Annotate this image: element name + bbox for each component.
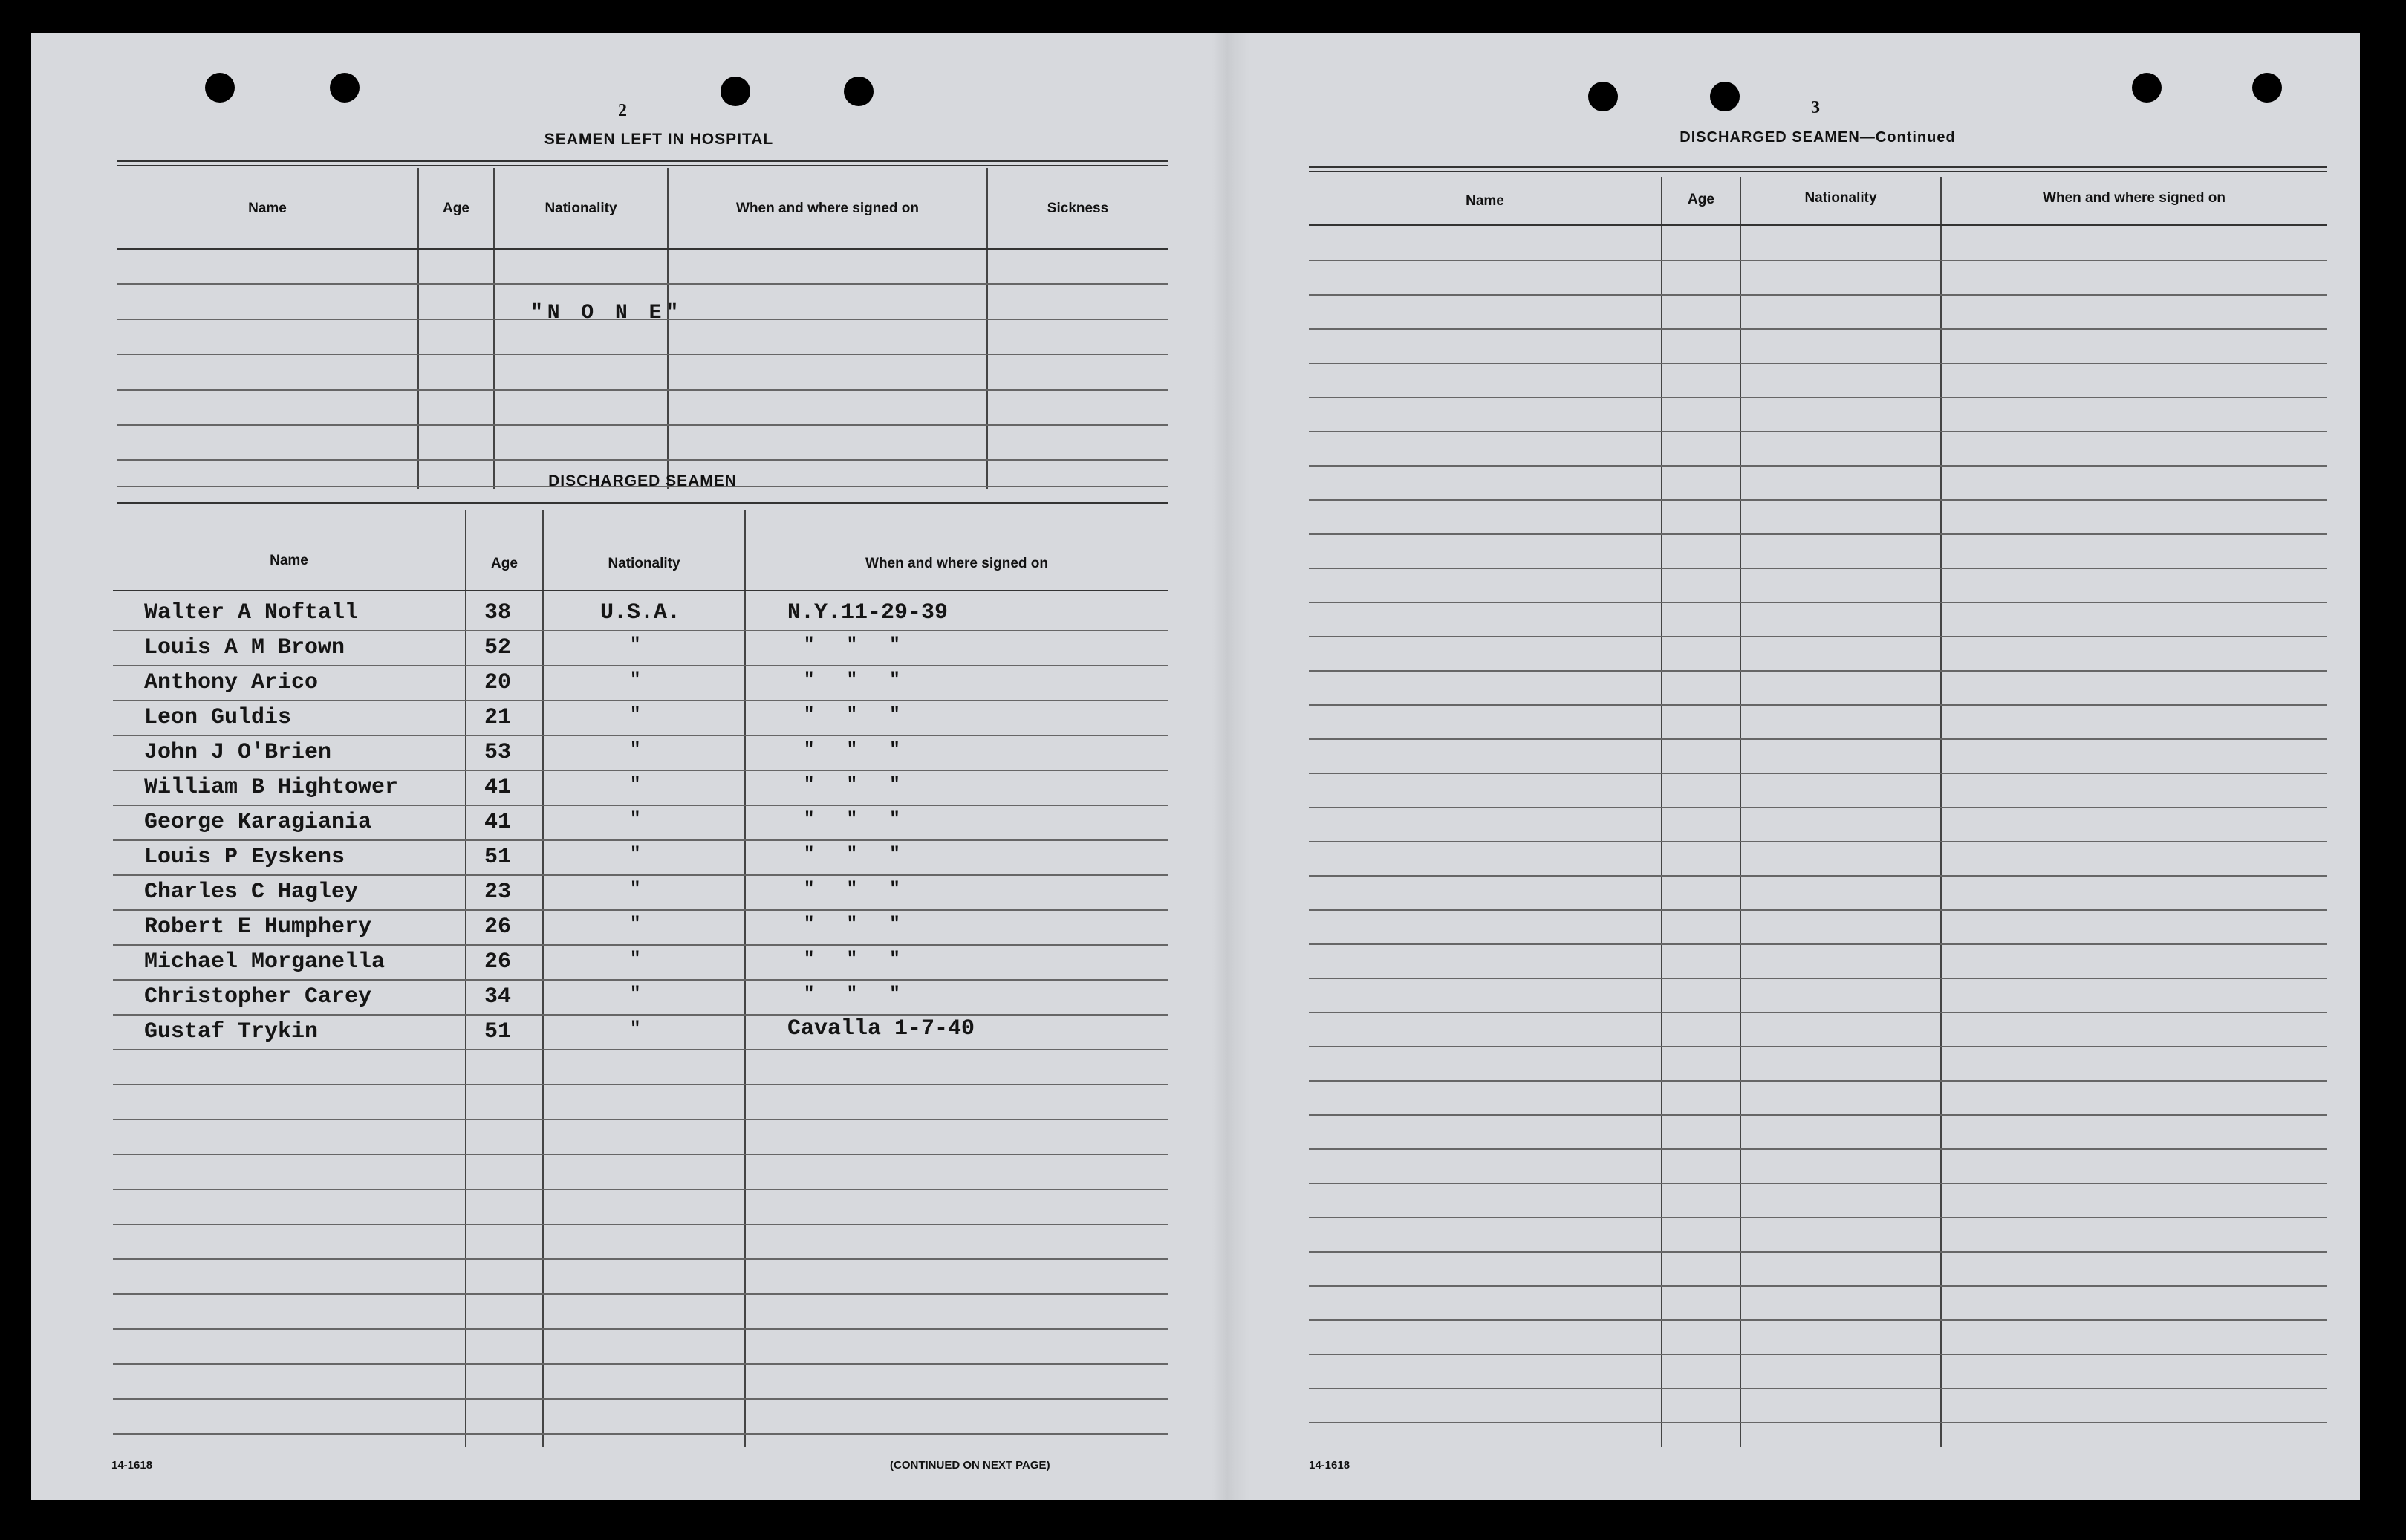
header-nationality: Nationality (544, 201, 617, 216)
row-line (113, 735, 1168, 736)
row-line (113, 874, 1168, 876)
row-line (1309, 465, 2327, 467)
row-line (1309, 1388, 2327, 1389)
row-nationality: " (630, 775, 641, 795)
header-age: Age (443, 201, 469, 216)
row-name: George Karagiania (144, 810, 372, 835)
row-line (1309, 841, 2327, 842)
row-line (1309, 704, 2327, 706)
row-signed-on: " " " (804, 949, 900, 969)
double-rule (117, 502, 1168, 507)
column-divider (1940, 177, 1942, 1447)
row-line (113, 1189, 1168, 1190)
row-line (113, 1154, 1168, 1155)
row-name: Robert E Humphery (144, 914, 372, 940)
column-divider (493, 168, 495, 489)
row-age: 26 (484, 914, 512, 940)
row-signed-on: " " " (804, 740, 900, 760)
row-name: Leon Guldis (144, 705, 292, 730)
row-line (1309, 568, 2327, 569)
header-signed-on: When and where signed on (2043, 190, 2225, 206)
punch-hole (205, 73, 235, 103)
row-line (1309, 1114, 2327, 1116)
row-nationality: " (630, 740, 641, 760)
form-number: 14-1618 (111, 1459, 153, 1472)
row-line (1309, 909, 2327, 911)
row-nationality: " (630, 1019, 641, 1039)
column-divider (1740, 177, 1741, 1447)
row-line (1309, 533, 2327, 535)
continued-table (1309, 177, 2327, 1447)
document-sheet (31, 33, 2360, 1500)
header-name: Name (248, 201, 287, 216)
row-line (113, 909, 1168, 911)
form-number: 14-1618 (1309, 1459, 1350, 1472)
row-signed-on: " " " (804, 880, 900, 900)
row-age: 41 (484, 810, 512, 835)
row-name: John J O'Brien (144, 740, 332, 765)
page-number: 3 (1811, 98, 1820, 117)
row-line (113, 1014, 1168, 1016)
row-line (117, 389, 1168, 391)
row-line (113, 839, 1168, 841)
header-nationality: Nationality (1804, 190, 1877, 206)
row-name: Louis P Eyskens (144, 845, 345, 870)
row-name: Christopher Carey (144, 984, 372, 1010)
row-nationality: " (630, 949, 641, 969)
row-line (1309, 431, 2327, 432)
row-line (1309, 636, 2327, 637)
header-name: Name (270, 553, 308, 568)
hospital-table (117, 168, 1168, 489)
row-line (1309, 1422, 2327, 1423)
row-line (1309, 1354, 2327, 1355)
punch-hole (1710, 82, 1740, 111)
row-age: 53 (484, 740, 512, 765)
punch-hole (2132, 73, 2162, 103)
row-name: Anthony Arico (144, 670, 319, 695)
row-line (1309, 1012, 2327, 1013)
row-line (1309, 670, 2327, 672)
row-line (1309, 1217, 2327, 1218)
row-line (1309, 1080, 2327, 1082)
row-line (1309, 1046, 2327, 1047)
punch-hole (330, 73, 360, 103)
row-nationality: " (630, 914, 641, 935)
row-line (113, 979, 1168, 981)
row-line (1309, 499, 2327, 501)
row-signed-on: " " " (804, 810, 900, 830)
row-line (1309, 260, 2327, 261)
row-line (113, 1119, 1168, 1120)
discharged-table (113, 510, 1168, 1447)
row-line (117, 283, 1168, 285)
row-name: Charles C Hagley (144, 880, 359, 905)
row-signed-on: " " " (804, 635, 900, 655)
row-line (113, 630, 1168, 631)
row-signed-on: " " " (804, 914, 900, 935)
row-signed-on: " " " (804, 705, 900, 725)
header-age: Age (1688, 192, 1714, 207)
column-divider (986, 168, 988, 489)
continued-note: (CONTINUED ON NEXT PAGE) (890, 1459, 1050, 1472)
row-line (113, 944, 1168, 946)
row-line (113, 700, 1168, 701)
row-age: 51 (484, 1019, 512, 1044)
row-name: William B Hightower (144, 775, 399, 800)
row-name: Michael Morganella (144, 949, 386, 975)
row-line (1309, 1148, 2327, 1150)
row-nationality: " (630, 810, 641, 830)
row-line (1309, 978, 2327, 979)
row-line (117, 354, 1168, 355)
punch-hole (844, 77, 874, 106)
row-line (1309, 1319, 2327, 1321)
right-page (1249, 33, 2360, 1500)
header-rule (1309, 224, 2327, 226)
row-line (1309, 738, 2327, 740)
column-divider (465, 510, 466, 1447)
row-name: Gustaf Trykin (144, 1019, 319, 1044)
row-line (1309, 328, 2327, 330)
row-nationality: " (630, 635, 641, 655)
column-divider (417, 168, 419, 489)
row-line (1309, 1251, 2327, 1253)
row-line (117, 424, 1168, 426)
row-line (113, 665, 1168, 666)
header-rule (113, 590, 1168, 591)
row-line (1309, 807, 2327, 808)
hospital-none-entry: "N O N E" (530, 302, 683, 325)
row-line (1309, 875, 2327, 877)
row-line (113, 1363, 1168, 1365)
row-signed-on: Cavalla 1-7-40 (787, 1016, 975, 1042)
row-nationality: " (630, 705, 641, 725)
row-line (1309, 1183, 2327, 1184)
row-line (1309, 294, 2327, 296)
hospital-section-title: SEAMEN LEFT IN HOSPITAL (544, 131, 774, 148)
row-line (113, 770, 1168, 771)
header-rule (117, 248, 1168, 250)
row-age: 51 (484, 845, 512, 870)
header-signed-on: When and where signed on (865, 556, 1048, 571)
row-name: Louis A M Brown (144, 635, 345, 660)
header-name: Name (1466, 193, 1504, 209)
header-signed-on: When and where signed on (736, 201, 919, 216)
column-divider (744, 510, 746, 1447)
row-line (1309, 602, 2327, 603)
row-age: 34 (484, 984, 512, 1010)
row-line (113, 1084, 1168, 1085)
column-divider (667, 168, 669, 489)
row-line (113, 1293, 1168, 1295)
punch-hole (2252, 73, 2282, 103)
row-nationality: " (630, 984, 641, 1004)
row-nationality: " (630, 845, 641, 865)
page-number: 2 (618, 101, 627, 120)
row-line (1309, 363, 2327, 364)
double-rule (1309, 166, 2327, 172)
row-line (113, 1224, 1168, 1225)
row-signed-on: N.Y.11-29-39 (787, 600, 949, 626)
row-age: 23 (484, 880, 512, 905)
row-signed-on: " " " (804, 670, 900, 690)
row-line (117, 459, 1168, 461)
double-rule (117, 160, 1168, 166)
column-divider (1661, 177, 1662, 1447)
row-age: 20 (484, 670, 512, 695)
left-page (31, 33, 1220, 1500)
row-line (113, 1328, 1168, 1330)
row-line (1309, 397, 2327, 398)
row-line (1309, 1285, 2327, 1287)
header-nationality: Nationality (608, 556, 680, 571)
row-line (113, 1433, 1168, 1435)
row-line (113, 1258, 1168, 1260)
continued-section-title: DISCHARGED SEAMEN—Continued (1680, 129, 1956, 146)
row-age: 52 (484, 635, 512, 660)
row-signed-on: " " " (804, 845, 900, 865)
row-name: Walter A Noftall (144, 600, 359, 626)
row-age: 21 (484, 705, 512, 730)
row-age: 41 (484, 775, 512, 800)
punch-hole (1588, 82, 1618, 111)
row-line (1309, 773, 2327, 774)
row-signed-on: " " " (804, 775, 900, 795)
header-sickness: Sickness (1047, 201, 1109, 216)
header-age: Age (491, 556, 518, 571)
row-line (113, 805, 1168, 806)
punch-hole (721, 77, 750, 106)
row-line (1309, 943, 2327, 945)
row-nationality: U.S.A. (600, 600, 681, 626)
row-age: 38 (484, 600, 512, 626)
discharged-section-title: DISCHARGED SEAMEN (548, 472, 737, 490)
row-nationality: " (630, 670, 641, 690)
row-line (113, 1049, 1168, 1050)
column-divider (542, 510, 544, 1447)
row-age: 26 (484, 949, 512, 975)
row-signed-on: " " " (804, 984, 900, 1004)
row-line (113, 1398, 1168, 1400)
row-nationality: " (630, 880, 641, 900)
